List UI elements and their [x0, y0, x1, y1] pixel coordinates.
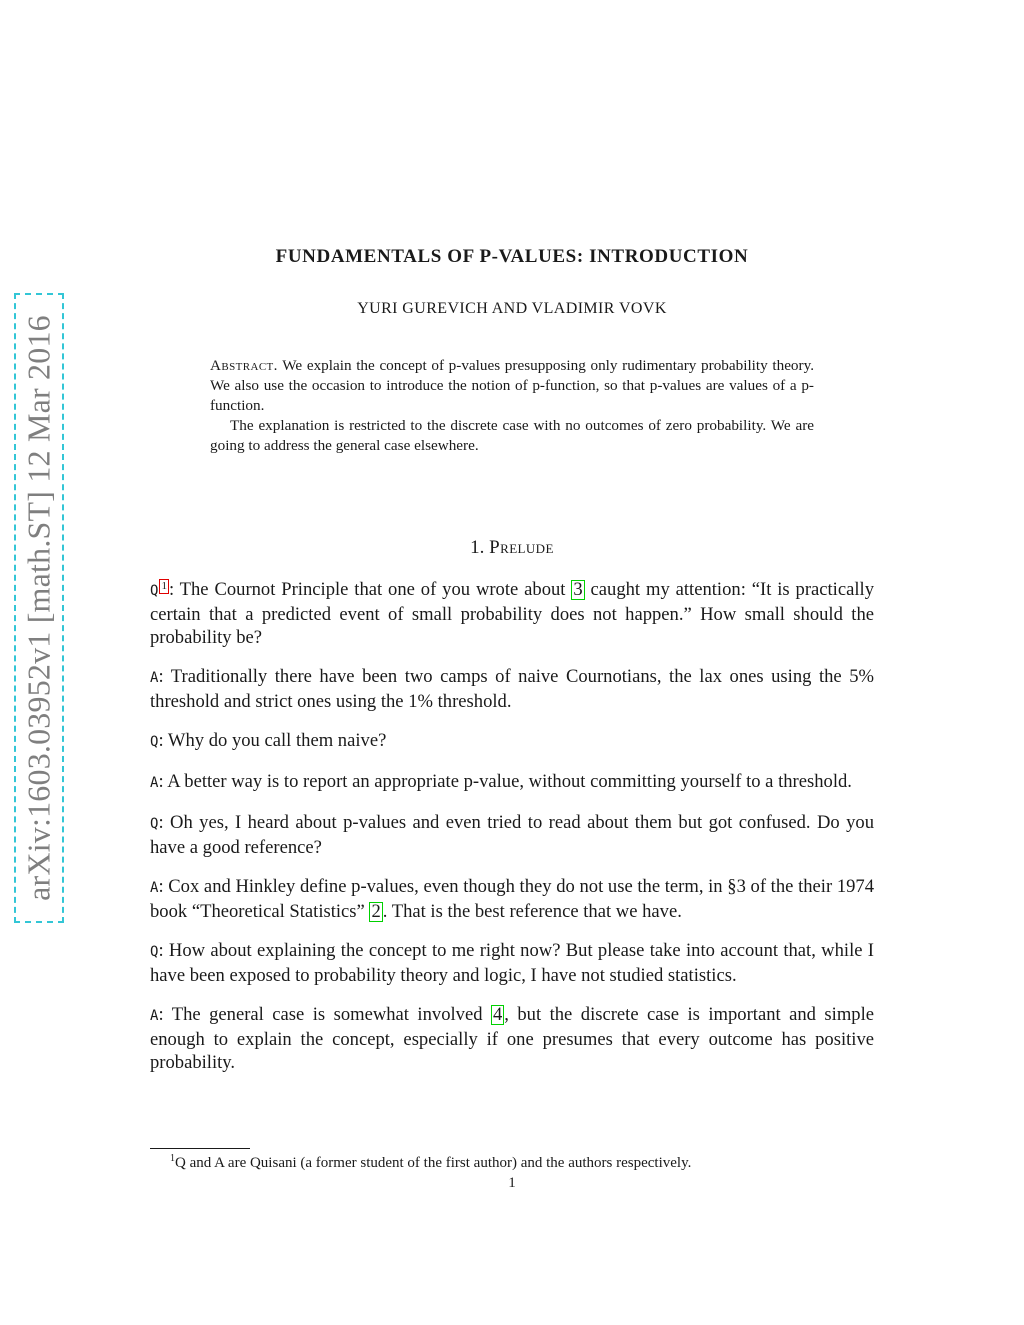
- dialogue-text: : Why do you call them naive?: [158, 730, 387, 751]
- dialogue: [150, 578, 874, 1090]
- arxiv-stamp[interactable]: [14, 293, 64, 923]
- dialogue-turn: [150, 665, 874, 713]
- section-title: Prelude: [489, 537, 554, 558]
- abstract: [210, 356, 814, 456]
- dialogue-turn: [150, 578, 874, 649]
- citation-link[interactable]: 3: [573, 579, 583, 600]
- dialogue-text: : A better way is to report an appropriate p-value, without committing yourself to a threshold.: [158, 771, 852, 792]
- page-number: 1: [508, 1175, 516, 1191]
- speaker-label: Q: [150, 816, 159, 832]
- speaker-label: Q: [150, 944, 159, 960]
- footnote-rule: [150, 1148, 250, 1149]
- dialogue-text: : The general case is somewhat involved: [158, 1004, 491, 1025]
- paper-authors: YURI GUREVICH AND VLADIMIR VOVK: [357, 300, 667, 317]
- abstract-text-1: We explain the concept of p-values presupposing only rudimentary probability theory. We also use the occasion to introduce the notion of p-function, so that p-values are values of a p-function.: [210, 357, 814, 414]
- paper-title: FUNDAMENTALS OF P-VALUES: INTRODUCTION: [275, 246, 749, 267]
- speaker-label: A: [150, 670, 159, 686]
- dialogue-text: : Cox and Hinkley define p-values, even though they do not use the term, in §3 of the their 1974 book “Theoretical Statistics”: [150, 876, 874, 922]
- dialogue-turn: [150, 729, 874, 754]
- citation-link[interactable]: 4: [492, 1004, 503, 1025]
- speaker-label: Q: [150, 734, 159, 750]
- dialogue-turn: [150, 811, 874, 859]
- footnote-ref-link[interactable]: 1: [161, 580, 167, 592]
- abstract-paragraph-1: [210, 356, 814, 416]
- dialogue-turn: [150, 875, 874, 923]
- abstract-label: Abstract.: [210, 357, 278, 374]
- speaker-label: A: [150, 775, 159, 791]
- speaker-label: A: [150, 880, 159, 896]
- footnote-marker: 1: [170, 1153, 175, 1164]
- dialogue-text: : Oh yes, I heard about p-values and even tried to read about them but got confused. Do you have a good reference?: [150, 812, 874, 858]
- section-number: 1.: [470, 537, 485, 558]
- dialogue-text: . That is the best reference that we have.: [382, 901, 682, 922]
- speaker-label: Q: [150, 583, 159, 599]
- footnote: [150, 1153, 874, 1172]
- dialogue-text: : How about explaining the concept to me right now? But please take into account that, while I have been exposed to probability theory and logic, I have not studied statistics.: [150, 940, 874, 986]
- dialogue-turn: [150, 939, 874, 987]
- abstract-paragraph-2: The explanation is restricted to the discrete case with no outcomes of zero probability. We are going to address the general case elsewhere.: [210, 417, 814, 454]
- speaker-label: A: [150, 1008, 159, 1024]
- footnote-text: Q and A are Quisani (a former student of the first author) and the authors respectively.: [175, 1155, 692, 1171]
- dialogue-text: : Traditionally there have been two camps of naive Cournotians, the lax ones using the 5% threshold and strict ones using the 1% threshold.: [150, 666, 874, 712]
- citation-link[interactable]: 2: [371, 901, 381, 922]
- dialogue-text: : The Cournot Principle that one of you wrote about: [168, 579, 572, 600]
- dialogue-turn: [150, 1003, 874, 1074]
- dialogue-turn: [150, 770, 874, 795]
- arxiv-identifier: arXiv:1603.03952v1 [math.ST] 12 Mar 2016: [20, 315, 57, 901]
- dialogue-text: caught my attention: “It is practically certain that a predicted event of small probability does not happen.” How small should the probability be?: [150, 579, 874, 648]
- section-heading: [150, 537, 874, 559]
- dialogue-text: , but the discrete case is important and simple enough to explain the concept, especially if one presumes that every outcome has positive probability.: [150, 1004, 875, 1073]
